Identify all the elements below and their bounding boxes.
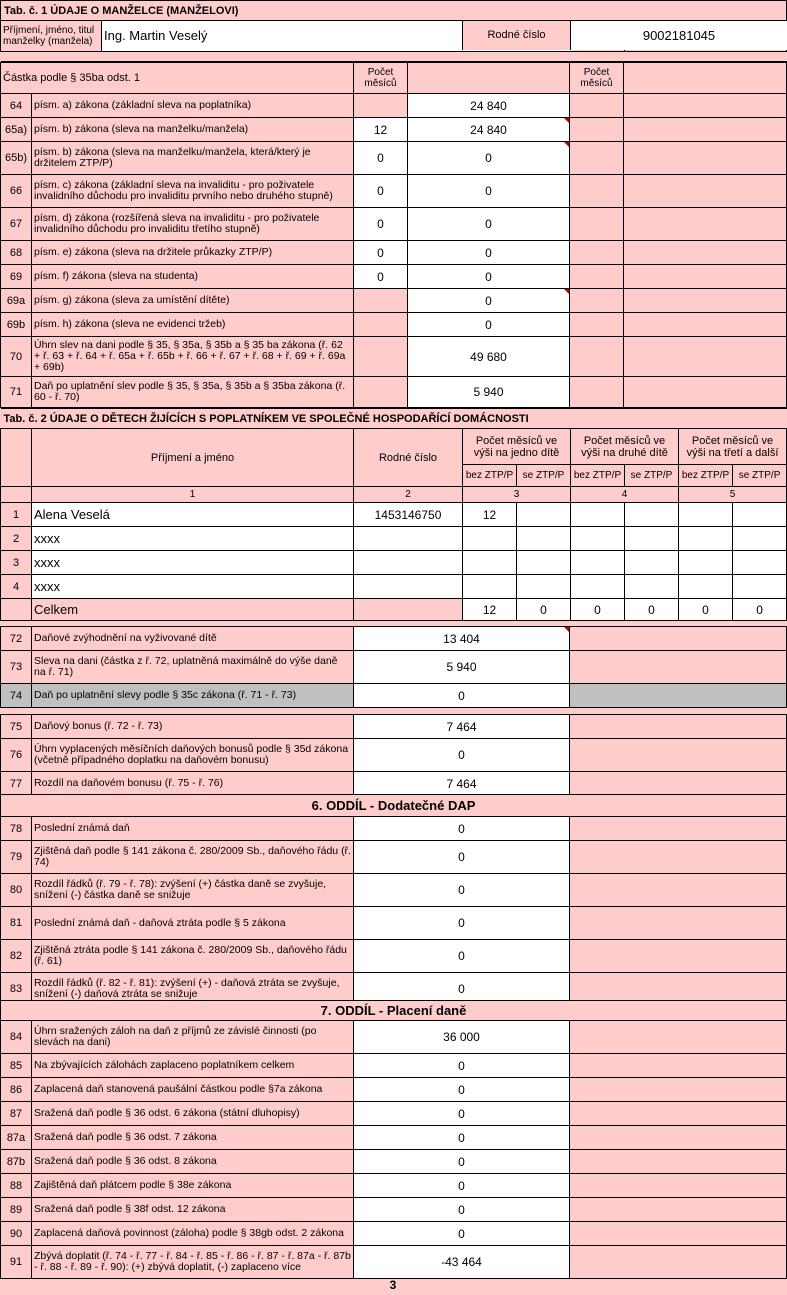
form-row bbox=[1, 1102, 787, 1126]
row-number: 89 bbox=[1, 1198, 32, 1222]
group3-header: Počet měsíců ve výši na třetí a další bbox=[679, 429, 787, 465]
colnum-4: 4 bbox=[571, 487, 679, 503]
row-value[interactable]: 7 464 bbox=[354, 715, 570, 739]
child-row bbox=[1, 527, 787, 551]
section6-title: 6. ODDÍL - Dodatečné DAP bbox=[1, 795, 787, 817]
spouse-name-field[interactable]: Ing. Martin Veselý bbox=[102, 21, 571, 52]
row-label: Daň po uplatnění slev podle § 35, § 35a, § 35b a § 35ba zákona (ř. 60 - ř. 70) bbox=[32, 377, 354, 408]
child-total-value: 0 bbox=[679, 599, 733, 621]
child-rc-field[interactable] bbox=[354, 527, 463, 551]
child-months-field[interactable] bbox=[463, 527, 517, 551]
child-row bbox=[1, 503, 787, 527]
child-number: 3 bbox=[1, 551, 32, 575]
spouse-rc-box bbox=[462, 21, 787, 50]
row-label: Zbývá doplatit (ř. 74 - ř. 77 - ř. 84 - ř. 85 - ř. 86 - ř. 87 - ř. 87a - ř. 87b - ř. 88 - ř. 89 - ř. 90): (+) zbývá doplatit, (-) zaplaceno více bbox=[32, 1246, 354, 1279]
child-rc-header: Rodné číslo bbox=[354, 429, 463, 487]
row-number: 83 bbox=[1, 973, 32, 1006]
section7-title: 7. ODDÍL - Placení daně bbox=[1, 1001, 787, 1021]
row-number: 70 bbox=[1, 337, 32, 377]
form-row bbox=[1, 1021, 787, 1054]
form-row bbox=[1, 1054, 787, 1078]
row-number: 81 bbox=[1, 907, 32, 940]
row-label: Daň po uplatnění slevy podle § 35c zákona (ř. 71 - ř. 73) bbox=[32, 684, 354, 708]
child-months-field[interactable] bbox=[625, 551, 679, 575]
row-number: 65a) bbox=[1, 118, 32, 142]
row-number: 69a bbox=[1, 289, 32, 313]
tab1-rows bbox=[0, 62, 787, 408]
bez-ztp-header: bez ZTP/P bbox=[571, 465, 625, 487]
tab1-row bbox=[1, 337, 787, 377]
child-name-field[interactable]: Alena Veselá bbox=[32, 503, 354, 527]
child-months-field[interactable] bbox=[679, 575, 733, 599]
row-number: 76 bbox=[1, 739, 32, 772]
se-ztp-header: se ZTP/P bbox=[625, 465, 679, 487]
row-label: Poslední známá daň bbox=[32, 817, 354, 841]
form-row bbox=[1, 874, 787, 907]
pocet-header-1: Počet měsíců bbox=[354, 63, 408, 94]
tab1-row bbox=[1, 289, 787, 313]
row-value[interactable]: 0 bbox=[408, 208, 570, 241]
child-number: 2 bbox=[1, 527, 32, 551]
row-months[interactable]: 0 bbox=[354, 208, 408, 241]
row-number: 78 bbox=[1, 817, 32, 841]
row-months bbox=[354, 313, 408, 337]
row-months[interactable]: 0 bbox=[354, 265, 408, 289]
row-value[interactable]: 0 bbox=[354, 817, 570, 841]
row-number: 85 bbox=[1, 1054, 32, 1078]
row-label: Úhrn slev na dani podle § 35, § 35a, § 35b a § 35 ba zákona (ř. 62 + ř. 63 + ř. 64 + ř. 65a + ř. 65b + ř. 66 + ř. 67 + ř. 68 + ř. 69 + ř. 69a + 69b) bbox=[32, 337, 354, 377]
row-label: Zaplacená daň stanovená paušální částkou podle §7a zákona bbox=[32, 1078, 354, 1102]
row-value[interactable]: 0 bbox=[354, 1102, 570, 1126]
child-months-field[interactable] bbox=[733, 503, 787, 527]
row-value[interactable]: 0 bbox=[408, 175, 570, 208]
row-number: 88 bbox=[1, 1174, 32, 1198]
child-number: 4 bbox=[1, 575, 32, 599]
row-number: 87b bbox=[1, 1150, 32, 1174]
row-value[interactable]: 36 000 bbox=[354, 1021, 570, 1054]
child-total-value: 0 bbox=[571, 599, 625, 621]
row-number: 79 bbox=[1, 841, 32, 874]
child-number: 1 bbox=[1, 503, 32, 527]
row-months bbox=[354, 94, 408, 118]
page-number: 3 bbox=[389, 1278, 397, 1292]
row-number: 91 bbox=[1, 1246, 32, 1279]
child-months-field[interactable] bbox=[679, 551, 733, 575]
row-number: 87a bbox=[1, 1126, 32, 1150]
spouse-name-label: Příjmení, jméno, titul manželky (manžela) bbox=[1, 21, 102, 52]
row-label: písm. g) zákona (sleva za umístění dítěte) bbox=[32, 289, 354, 313]
child-name-field[interactable]: xxxx bbox=[32, 527, 354, 551]
row-label: Zjištěná ztráta podle § 141 zákona č. 280/2009 Sb., daňového řádu (ř. 61) bbox=[32, 940, 354, 973]
form-row bbox=[1, 684, 787, 708]
child-total-value: 12 bbox=[463, 599, 517, 621]
child-months-field[interactable] bbox=[517, 527, 571, 551]
row-label: písm. h) zákona (sleva ne evidenci tržeb) bbox=[32, 313, 354, 337]
row-number: 80 bbox=[1, 874, 32, 907]
tab2-table bbox=[0, 408, 787, 621]
row-value[interactable]: 0 bbox=[354, 1174, 570, 1198]
row-label: Zajištěná daň plátcem podle § 38e zákona bbox=[32, 1174, 354, 1198]
row-label: Rozdíl na daňovém bonusu (ř. 75 - ř. 76) bbox=[32, 772, 354, 796]
child-months-field[interactable] bbox=[733, 575, 787, 599]
pocet-header-2: Počet měsíců bbox=[570, 63, 624, 94]
se-ztp-header: se ZTP/P bbox=[733, 465, 787, 487]
child-months-field[interactable]: 12 bbox=[463, 503, 517, 527]
form-row bbox=[1, 907, 787, 940]
row-value[interactable]: 0 bbox=[354, 684, 570, 708]
row-number: 73 bbox=[1, 651, 32, 684]
row-label: Zaplacená daňová povinnost (záloha) podle § 38gb odst. 2 zákona bbox=[32, 1222, 354, 1246]
child-months-field[interactable] bbox=[625, 503, 679, 527]
row-value[interactable]: 49 680 bbox=[408, 337, 570, 377]
tab1-title: Tab. č. 1 ÚDAJE O MANŽELCE (MANŽELOVI) bbox=[1, 1, 787, 21]
row-label: Rozdíl řádků (ř. 79 - ř. 78): zvýšení (+) částka daně se zvyšuje, snížení (-) částka daně se snižuje bbox=[32, 874, 354, 907]
section6-table bbox=[0, 794, 787, 1006]
child-months-field[interactable] bbox=[571, 503, 625, 527]
bez-ztp-header: bez ZTP/P bbox=[679, 465, 733, 487]
colnum-5: 5 bbox=[679, 487, 787, 503]
row-label: Sražená daň podle § 36 odst. 8 zákona bbox=[32, 1150, 354, 1174]
row-number: 87 bbox=[1, 1102, 32, 1126]
row-label: písm. d) zákona (rozšířená sleva na invaliditu - pro poživatele invalidního důchodu pro invaliditu třetího stupně) bbox=[32, 208, 354, 241]
child-total-label: Celkem bbox=[32, 599, 354, 621]
row-label: Daňový bonus (ř. 72 - ř. 73) bbox=[32, 715, 354, 739]
row-label: Na zbývajících zálohách zaplaceno poplatníkem celkem bbox=[32, 1054, 354, 1078]
se-ztp-header: se ZTP/P bbox=[517, 465, 571, 487]
tab1-row bbox=[1, 208, 787, 241]
row-value[interactable]: 24 840 bbox=[408, 94, 570, 118]
rows-75-77 bbox=[0, 714, 787, 796]
row-label: písm. c) zákona (základní sleva na invaliditu - pro poživatele invalidního důchodu pro invaliditu prvního nebo druhého stupně) bbox=[32, 175, 354, 208]
row-value[interactable]: 0 bbox=[408, 142, 570, 175]
row-value[interactable]: 0 bbox=[408, 241, 570, 265]
row-label: Rozdíl řádků (ř. 82 - ř. 81): zvýšení (+) - daňová ztráta se zvyšuje, snížení (-) daňová ztráta se snižuje bbox=[32, 973, 354, 1006]
form-row bbox=[1, 739, 787, 772]
form-row bbox=[1, 1222, 787, 1246]
row-value[interactable]: 0 bbox=[354, 1198, 570, 1222]
spouse-rc-field[interactable]: 9002181045 bbox=[571, 21, 787, 50]
row-number: 66 bbox=[1, 175, 32, 208]
row-value[interactable]: 24 840 bbox=[408, 118, 570, 142]
child-months-field[interactable] bbox=[733, 551, 787, 575]
form-row bbox=[1, 817, 787, 841]
row-months[interactable]: 0 bbox=[354, 175, 408, 208]
row-value[interactable]: 0 bbox=[354, 973, 570, 1006]
child-months-field[interactable] bbox=[571, 527, 625, 551]
row-number: 64 bbox=[1, 94, 32, 118]
row-number: 71 bbox=[1, 377, 32, 408]
castka-label: Částka podle § 35ba odst. 1 bbox=[1, 63, 354, 94]
spouse-rc-label: Rodné číslo bbox=[463, 21, 571, 50]
row-value[interactable]: 0 bbox=[354, 1078, 570, 1102]
row-value[interactable]: 0 bbox=[354, 739, 570, 772]
row-label: písm. b) zákona (sleva na manželku/manžela, která/který je držitelem ZTP/P) bbox=[32, 142, 354, 175]
tab1-row bbox=[1, 377, 787, 408]
tab1-row bbox=[1, 94, 787, 118]
row-label: Sleva na dani (částka z ř. 72, uplatněná maximálně do výše daně na ř. 71) bbox=[32, 651, 354, 684]
row-value[interactable]: 13 404 bbox=[354, 627, 570, 651]
tab1-row bbox=[1, 142, 787, 175]
rows-72-74 bbox=[0, 626, 787, 708]
row-label: Sražená daň podle § 38f odst. 12 zákona bbox=[32, 1198, 354, 1222]
row-value[interactable]: 5 940 bbox=[354, 651, 570, 684]
child-months-field[interactable] bbox=[733, 527, 787, 551]
child-months-field[interactable] bbox=[517, 575, 571, 599]
row-number: 65b) bbox=[1, 142, 32, 175]
row-label: Daňové zvýhodnění na vyživované dítě bbox=[32, 627, 354, 651]
form-row bbox=[1, 627, 787, 651]
row-value[interactable]: 0 bbox=[354, 1126, 570, 1150]
child-name-field[interactable]: xxxx bbox=[32, 551, 354, 575]
row-value[interactable]: 0 bbox=[354, 874, 570, 907]
child-total-value: 0 bbox=[733, 599, 787, 621]
row-months[interactable]: 12 bbox=[354, 118, 408, 142]
form-row bbox=[1, 651, 787, 684]
group1-header: Počet měsíců ve výši na jedno dítě bbox=[463, 429, 571, 465]
form-row bbox=[1, 1198, 787, 1222]
row-number: 74 bbox=[1, 684, 32, 708]
form-row bbox=[1, 1150, 787, 1174]
row-number: 72 bbox=[1, 627, 32, 651]
tab1-row bbox=[1, 313, 787, 337]
child-total-value: 0 bbox=[517, 599, 571, 621]
row-number: 69b bbox=[1, 313, 32, 337]
row-number: 84 bbox=[1, 1021, 32, 1054]
row-label: Úhrn sražených záloh na daň z příjmů ze závislé činnosti (po slevách na dani) bbox=[32, 1021, 354, 1054]
child-months-field[interactable] bbox=[517, 503, 571, 527]
form-row bbox=[1, 715, 787, 739]
child-row bbox=[1, 575, 787, 599]
child-total-value: 0 bbox=[625, 599, 679, 621]
tab1-row bbox=[1, 175, 787, 208]
row-months bbox=[354, 289, 408, 313]
group2-header: Počet měsíců ve výši na druhé dítě bbox=[571, 429, 679, 465]
row-number: 82 bbox=[1, 940, 32, 973]
child-months-field[interactable] bbox=[463, 551, 517, 575]
child-months-field[interactable] bbox=[625, 575, 679, 599]
row-value[interactable]: 0 bbox=[354, 1222, 570, 1246]
tab2-title: Tab. č. 2 ÚDAJE O DĚTECH ŽIJÍCÍCH S POPLATNÍKEM VE SPOLEČNÉ HOSPODAŘÍCÍ DOMÁCNOSTI bbox=[1, 409, 787, 429]
row-label: Poslední známá daň - daňová ztráta podle § 5 zákona bbox=[32, 907, 354, 940]
row-value[interactable]: 0 bbox=[408, 313, 570, 337]
row-number: 86 bbox=[1, 1078, 32, 1102]
row-label: Sražená daň podle § 36 odst. 6 zákona (státní dluhopisy) bbox=[32, 1102, 354, 1126]
row-value[interactable]: 5 940 bbox=[408, 377, 570, 408]
row-value[interactable]: -43 464 bbox=[354, 1246, 570, 1279]
row-value[interactable]: 0 bbox=[354, 1150, 570, 1174]
tab1-row bbox=[1, 241, 787, 265]
tab1-row bbox=[1, 265, 787, 289]
form-row bbox=[1, 1126, 787, 1150]
form-row bbox=[1, 1174, 787, 1198]
row-months[interactable]: 0 bbox=[354, 241, 408, 265]
child-months-field[interactable] bbox=[679, 527, 733, 551]
child-rc-field[interactable] bbox=[354, 575, 463, 599]
row-value[interactable]: 0 bbox=[408, 289, 570, 313]
row-number: 77 bbox=[1, 772, 32, 796]
row-value[interactable]: 0 bbox=[354, 841, 570, 874]
row-months bbox=[354, 377, 408, 408]
colnum-3: 3 bbox=[463, 487, 571, 503]
form-row bbox=[1, 1246, 787, 1279]
row-months[interactable]: 0 bbox=[354, 142, 408, 175]
form-row bbox=[1, 772, 787, 796]
child-months-field[interactable] bbox=[571, 551, 625, 575]
section7-table bbox=[0, 1000, 787, 1279]
row-value[interactable]: 7 464 bbox=[354, 772, 570, 796]
child-row bbox=[1, 551, 787, 575]
child-months-field[interactable] bbox=[517, 551, 571, 575]
row-number: 75 bbox=[1, 715, 32, 739]
form-row bbox=[1, 1078, 787, 1102]
row-value[interactable]: 0 bbox=[354, 1054, 570, 1078]
child-rc-field[interactable] bbox=[354, 551, 463, 575]
child-months-field[interactable] bbox=[463, 575, 517, 599]
row-number: 90 bbox=[1, 1222, 32, 1246]
row-number: 69 bbox=[1, 265, 32, 289]
row-value[interactable]: 0 bbox=[354, 907, 570, 940]
child-total-row bbox=[1, 599, 787, 621]
child-months-field[interactable] bbox=[679, 503, 733, 527]
row-label: písm. e) zákona (sleva na držitele průkazky ZTP/P) bbox=[32, 241, 354, 265]
row-value[interactable]: 0 bbox=[354, 940, 570, 973]
form-row bbox=[1, 841, 787, 874]
row-label: Zjištěná daň podle § 141 zákona č. 280/2009 Sb., daňového řádu (ř. 74) bbox=[32, 841, 354, 874]
tab1-row bbox=[1, 118, 787, 142]
row-number: 68 bbox=[1, 241, 32, 265]
child-name-header: Příjmení a jméno bbox=[32, 429, 354, 487]
row-label: Sražená daň podle § 36 odst. 7 zákona bbox=[32, 1126, 354, 1150]
row-value[interactable]: 0 bbox=[408, 265, 570, 289]
row-months bbox=[354, 337, 408, 377]
form-row bbox=[1, 940, 787, 973]
row-number: 67 bbox=[1, 208, 32, 241]
row-label: Úhrn vyplacených měsíčních daňových bonusů podle § 35d zákona (včetně případného doplatku na daňovém bonusu) bbox=[32, 739, 354, 772]
child-months-field[interactable] bbox=[625, 527, 679, 551]
row-label: písm. b) zákona (sleva na manželku/manžela) bbox=[32, 118, 354, 142]
row-label: písm. a) zákona (základní sleva na poplatníka) bbox=[32, 94, 354, 118]
child-name-field[interactable]: xxxx bbox=[32, 575, 354, 599]
bez-ztp-header: bez ZTP/P bbox=[463, 465, 517, 487]
child-rc-field[interactable]: 1453146750 bbox=[354, 503, 463, 527]
colnum-1: 1 bbox=[32, 487, 354, 503]
colnum-2: 2 bbox=[354, 487, 463, 503]
child-months-field[interactable] bbox=[571, 575, 625, 599]
row-label: písm. f) zákona (sleva na studenta) bbox=[32, 265, 354, 289]
